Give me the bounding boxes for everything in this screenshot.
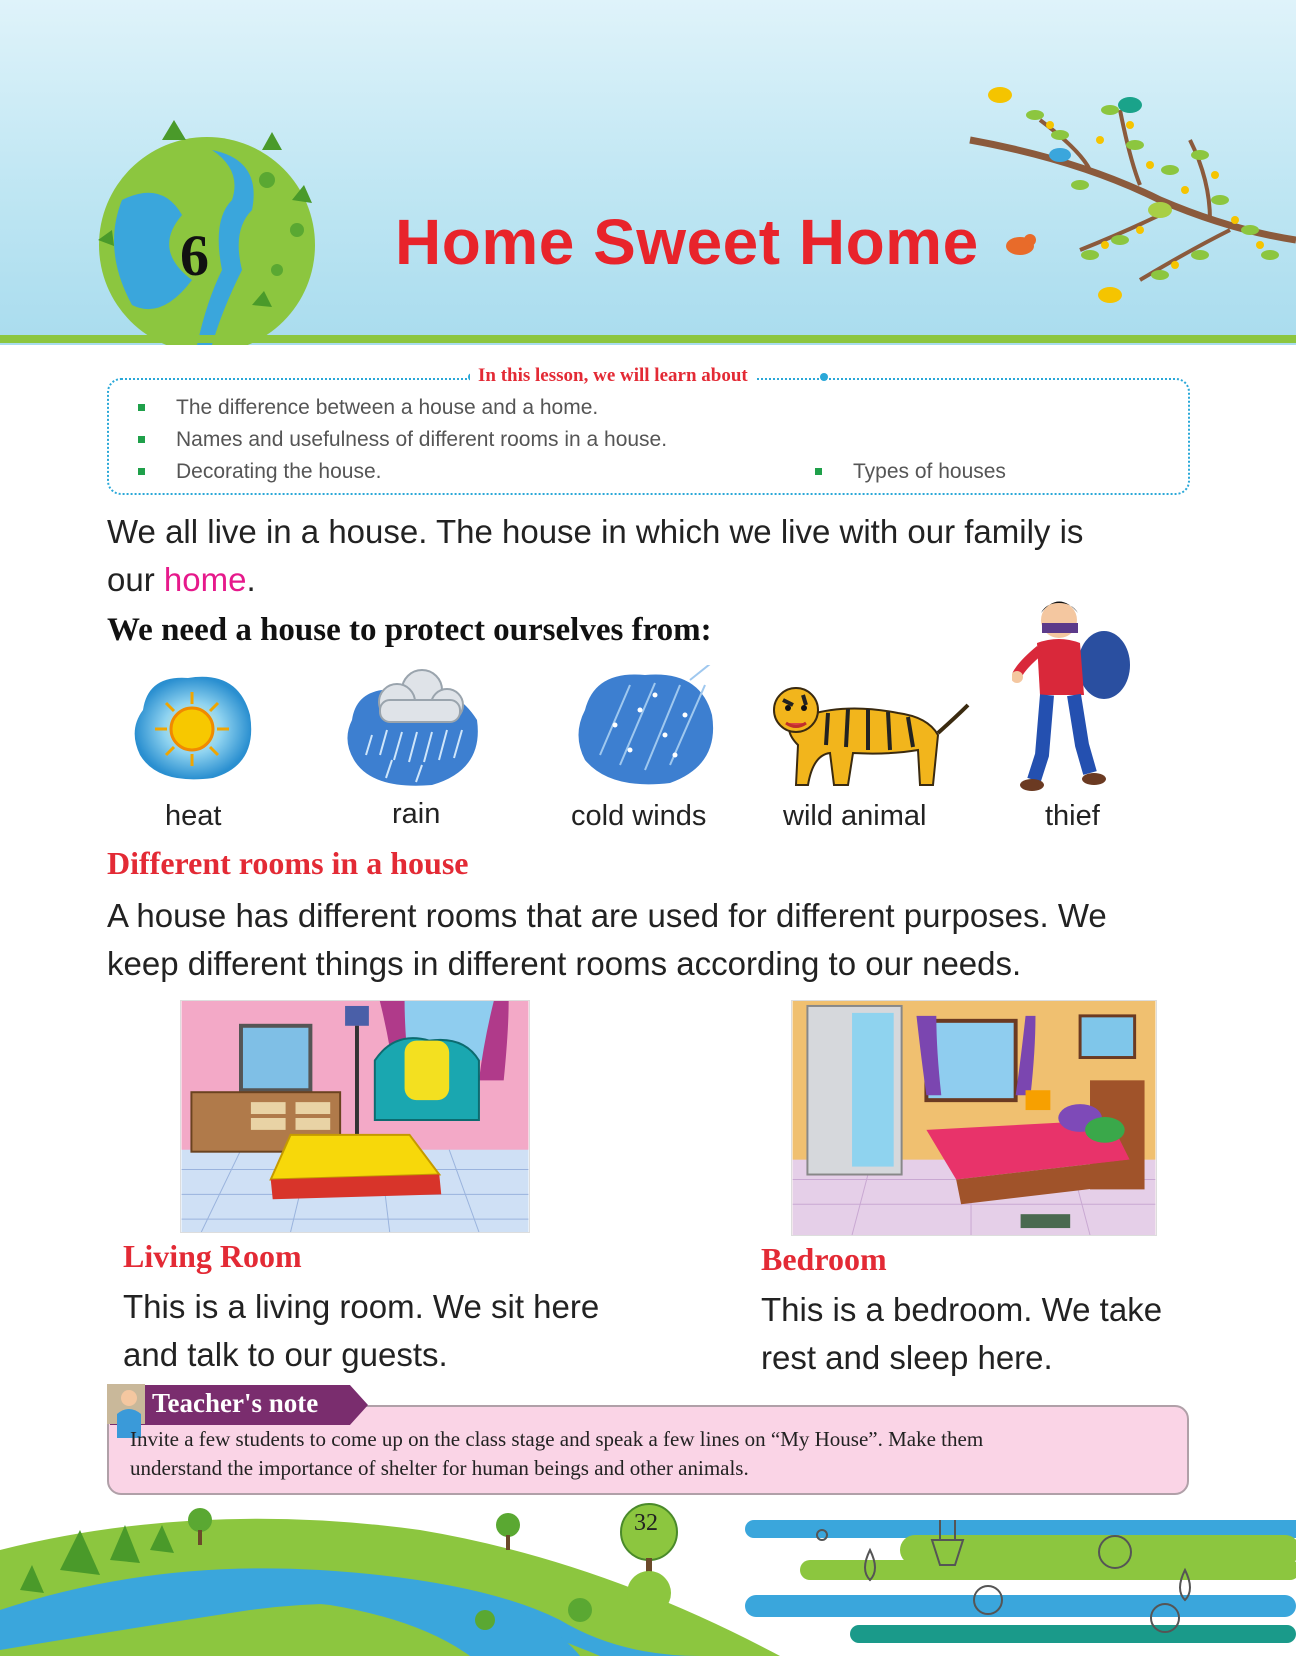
intro-line-1: We all live in a house. The house in which we live with our family is [107,513,1084,550]
bedroom-title: Bedroom [761,1241,887,1277]
threat-label-wild-animal: wild animal [783,800,927,832]
bedroom-line-1: This is a bedroom. We take [761,1291,1163,1328]
lesson-objectives-title: In this lesson, we will learn about [470,365,756,387]
header-divider [0,335,1296,343]
tree-branch-birds-icon [960,80,1296,330]
threat-label-cold-winds: cold winds [571,800,707,832]
teacher-note-title: Teacher's note [152,1388,319,1418]
living-room-line-2: and talk to our guests. [123,1336,448,1373]
rooms-heading: Different rooms in a house [107,845,469,881]
living-room-line-1: This is a living room. We sit here [123,1288,600,1325]
protect-heading: We need a house to protect ourselves from: [107,612,712,648]
tiger-icon [768,675,973,795]
rooms-para-line-2: keep different things in different rooms according to our needs. [107,945,1022,982]
bullet-icon [138,436,145,443]
threat-label-rain: rain [392,798,441,830]
threat-label-thief: thief [1045,800,1100,832]
cold-wind-icon [570,665,720,790]
objective-item: Names and usefulness of different rooms in a house. [176,428,667,452]
teacher-note-text: Invite a few students to come up on the class stage and speak a few lines on “My House”. Make them understand the importance of shelter for human beings and other animals. [130,1427,984,1480]
home-keyword: home [163,561,247,598]
chapter-header [0,0,1296,345]
page-number: 32 [634,1510,658,1536]
sun-icon [128,670,258,785]
threat-label-heat: heat [165,800,222,832]
thief-icon [1012,595,1142,795]
objective-item: The difference between a house and a home. [176,396,598,420]
rain-cloud-icon [342,660,484,790]
bullet-icon [138,468,145,475]
bedroom-line-2: rest and sleep here. [761,1339,1053,1376]
page-title: Home Sweet Home [395,206,979,278]
rooms-para-line-1: A house has different rooms that are used for different purposes. We [107,897,1107,934]
decor-dot [820,373,828,381]
living-room-title: Living Room [123,1238,302,1274]
bullet-icon [138,404,145,411]
bullet-icon [815,468,822,475]
intro-line-2: our home. [107,561,256,598]
bedroom-image [791,1000,1157,1236]
chapter-number: 6 [180,223,209,288]
living-room-image [180,1000,530,1233]
objective-item: Decorating the house. [176,460,381,484]
objective-item: Types of houses [853,460,1006,484]
bird-icon [1000,230,1040,260]
